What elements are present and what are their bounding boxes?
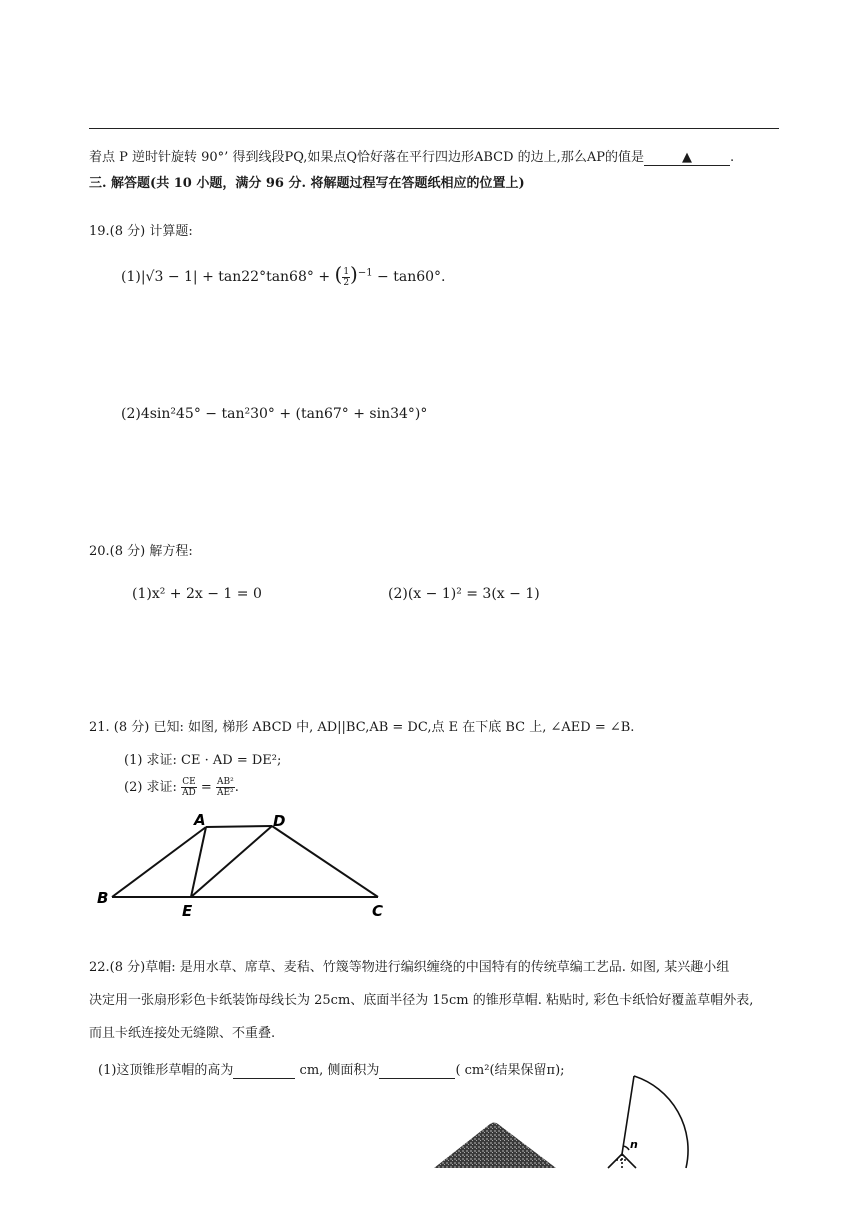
q19-p1-suffix: − tan60°. xyxy=(372,269,446,285)
cone-side-right xyxy=(622,1154,636,1168)
answer-blank xyxy=(644,150,730,166)
header-rule xyxy=(89,128,779,129)
q21-p2-equals: = xyxy=(196,780,216,795)
q21-title: 21. (8 分) 已知: 如图, 梯形 ABCD 中, AD||BC,AB = DC,点 E 在下底 BC 上, ∠AED = ∠B. xyxy=(89,720,635,735)
angle-arc xyxy=(623,1146,629,1150)
hat-cone xyxy=(434,1123,556,1169)
frac-denominator: AD xyxy=(182,788,196,798)
frac-numerator: CE xyxy=(182,777,196,787)
side-dc xyxy=(272,826,378,897)
frac-denominator: AE² xyxy=(216,788,234,798)
section-heading: 三. 解答题(共 10 小题，满分 96 分. 将解题过程写在答题纸相应的位置上) xyxy=(89,176,525,191)
q19-title: 19.(8 分) 计算题: xyxy=(89,224,193,239)
continuation-end: . xyxy=(729,150,735,165)
q22-p1-b: cm, 侧面积为 xyxy=(295,1063,380,1078)
label-c: C xyxy=(372,902,384,920)
side-ad xyxy=(206,826,272,827)
straw-hat-image xyxy=(430,1118,560,1170)
q20-part2: (2)(x − 1)² = 3(x − 1) xyxy=(388,586,540,602)
label-a: A xyxy=(194,811,206,829)
label-b: B xyxy=(97,889,109,907)
answer-mark: ▲ xyxy=(681,150,692,165)
q22-line1: 22.(8 分)草帽: 是用水草、席草、麦秸、竹篾等物进行编织缠绕的中国特有的传统草编工艺品. 如图, 某兴趣小组 xyxy=(89,960,730,975)
q19-p1-prefix: (1)|√3 − 1| + tan22°tan68° + xyxy=(121,269,335,285)
frac-numerator: 1 xyxy=(343,266,350,277)
q22-p1-c: ( cm²(结果保留π); xyxy=(455,1063,565,1078)
q22-part1 xyxy=(98,1059,565,1079)
q19-p1-fraction xyxy=(342,267,350,288)
angle-label: n xyxy=(630,1138,638,1151)
q20-title: 20.(8 分) 解方程: xyxy=(89,544,193,559)
trapezoid-figure xyxy=(90,808,400,920)
frac-denominator: 2 xyxy=(343,277,350,288)
continuation-text: 着点 P 逆时针旋转 90°’ 得到线段PQ,如果点Q恰好落在平行四边形ABCD 的边上,那么AP的值是 xyxy=(89,150,644,165)
q21-p2-right-fraction xyxy=(216,777,235,798)
q21-p2-prefix: (2) 求证: xyxy=(124,780,182,795)
frac-numerator: AB² xyxy=(216,777,234,787)
label-d: D xyxy=(273,812,286,830)
q21-part1: (1) 求证: CE · AD = DE²; xyxy=(124,753,282,768)
q19-part1: (1)|√3 − 1| + tan22°tan68° + ( $\frac{1}{2}$ )$^{-1}$ − tan60°. xyxy=(121,262,446,288)
area-blank xyxy=(379,1063,455,1079)
label-e: E xyxy=(182,902,193,920)
q22-p1-a: (1)这顶锥形草帽的高为 xyxy=(98,1063,234,1078)
cone-side-left xyxy=(608,1154,622,1168)
q21-p2-left-fraction xyxy=(181,777,197,798)
sector-figure xyxy=(600,1072,700,1170)
side-ab xyxy=(112,827,206,897)
q21-part2 xyxy=(124,776,239,798)
sector-arc xyxy=(634,1076,688,1168)
continuation-line xyxy=(89,146,734,166)
height-blank xyxy=(233,1063,295,1079)
q22-line3: 而且卡纸连接处无缝隙、不重叠. xyxy=(89,1026,276,1041)
q20-part1: (1)x² + 2x − 1 = 0 xyxy=(132,586,262,602)
q22-line2: 决定用一张扇形彩色卡纸装饰母线长为 25cm、底面半径为 15cm 的锥形草帽. 粘贴时, 彩色卡纸恰好覆盖草帽外表, xyxy=(89,993,754,1008)
q19-p1-exponent: −1 xyxy=(357,267,373,279)
q21-p2-end: . xyxy=(234,780,239,795)
q19-part2: (2)4sin²45° − tan²30° + (tan67° + sin34°)° xyxy=(121,406,428,422)
